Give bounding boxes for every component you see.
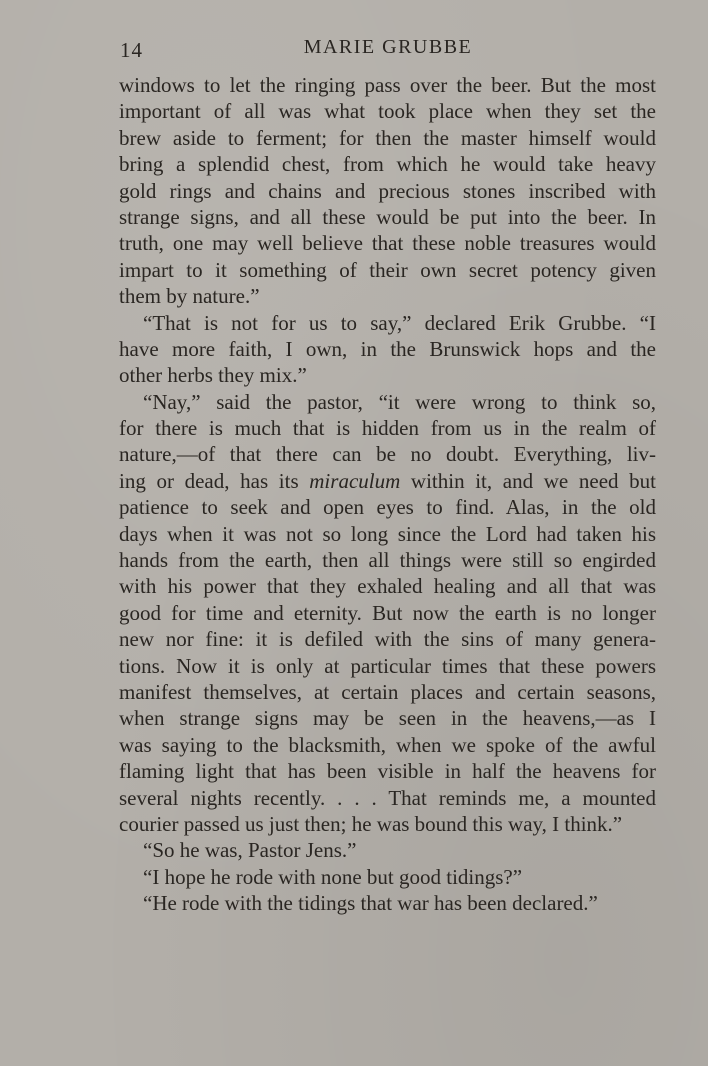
text-line: flaming light that has been visible in half the heavens for bbox=[119, 759, 656, 784]
text-line: hands from the earth, then all things were still so engirded bbox=[119, 548, 656, 573]
body-text bbox=[119, 72, 656, 917]
text-segment: ing or dead, has its bbox=[119, 468, 310, 493]
text-line: important of all was what took place when they set the bbox=[119, 99, 656, 124]
text-line: several nights recently. . . . That reminds me, a mounted bbox=[119, 785, 656, 810]
text-line: bring a splendid chest, from which he would take heavy bbox=[119, 152, 656, 177]
running-head bbox=[120, 36, 656, 64]
italic-term: miraculum bbox=[309, 468, 401, 493]
text-line: gold rings and chains and precious stones inscribed with bbox=[119, 178, 656, 203]
text-line: for there is much that is hidden from us in the realm of bbox=[119, 416, 656, 441]
text-line: them by nature.” bbox=[119, 284, 260, 309]
text-line: strange signs, and all these would be put into the beer. In bbox=[119, 204, 656, 229]
text-line bbox=[119, 468, 656, 494]
text-line: windows to let the ringing pass over the beer. But the most bbox=[119, 73, 656, 97]
text-line: days when it was not so long since the Lord had taken his bbox=[119, 521, 656, 546]
text-line: brew aside to ferment; for then the master himself would bbox=[119, 125, 656, 150]
text-segment: within it, and we need but bbox=[400, 468, 656, 493]
text-line: “Nay,” said the pastor, “it were wrong to think so, bbox=[143, 389, 656, 414]
text-line: manifest themselves, at certain places and certain seasons, bbox=[119, 679, 656, 704]
text-line: patience to seek and open eyes to find. Alas, in the old bbox=[119, 495, 656, 520]
text-line: when strange signs may be seen in the heavens,—as I bbox=[119, 706, 656, 731]
text-line: “I hope he rode with none but good tidings?” bbox=[143, 864, 523, 889]
text-line: “He rode with the tidings that war has been declared.” bbox=[143, 891, 598, 916]
running-title: MARIE GRUBBE bbox=[303, 36, 473, 58]
text-line: nature,—of that there can be no doubt. Everything, liv- bbox=[119, 442, 656, 467]
text-line: tions. Now it is only at particular times that these powers bbox=[119, 653, 656, 678]
text-line: “So he was, Pastor Jens.” bbox=[143, 838, 357, 863]
text-line: was saying to the blacksmith, when we spoke of the awful bbox=[119, 732, 656, 757]
text-line: with his power that they exhaled healing and all that was bbox=[119, 574, 656, 599]
text-line: good for time and eternity. But now the earth is no longer bbox=[119, 600, 656, 625]
text-line: have more faith, I own, in the Brunswick hops and the bbox=[119, 336, 656, 361]
text-line: impart to it something of their own secret potency given bbox=[119, 257, 656, 282]
text-line: new nor fine: it is defiled with the sins of many genera- bbox=[119, 627, 656, 652]
page-number: 14 bbox=[120, 38, 143, 62]
text-line: truth, one may well believe that these noble treasures would bbox=[119, 231, 656, 256]
text-line: other herbs they mix.” bbox=[119, 363, 307, 388]
text-line: courier passed us just then; he was bound this way, I think.” bbox=[119, 811, 623, 836]
text-line: “That is not for us to say,” declared Erik Grubbe. “I bbox=[143, 310, 656, 335]
